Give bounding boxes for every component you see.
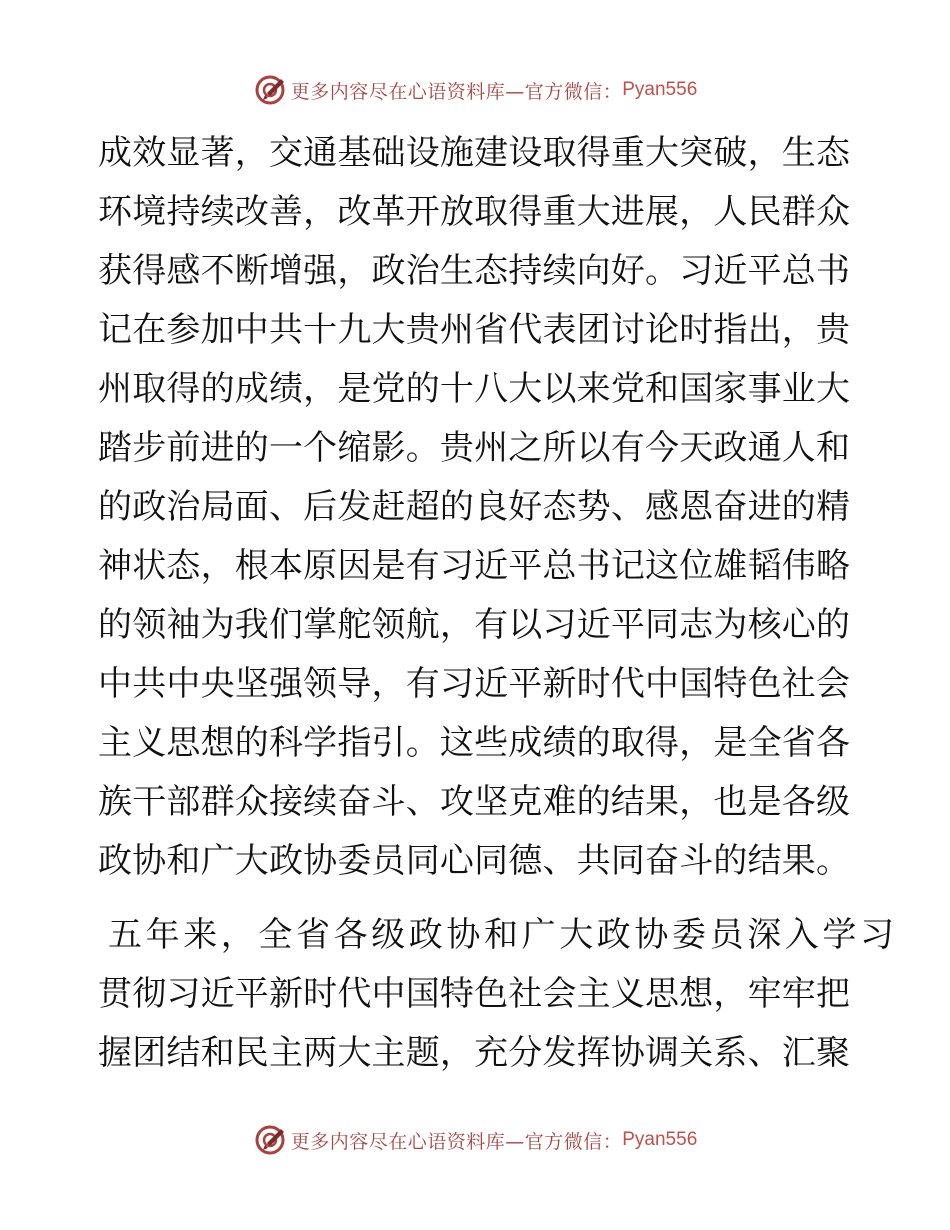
header-watermark (0, 70, 950, 110)
logo-icon (253, 1123, 287, 1157)
logo-icon (253, 73, 287, 107)
text-line: 族干部群众接续奋斗、攻坚克难的结果，也是各级 (98, 782, 850, 822)
text-line: 踏步前进的一个缩影。贵州之所以有今天政通人和 (98, 428, 850, 468)
watermark-text: 更多内容尽在心语资料库—官方微信： (290, 80, 623, 103)
text-line: 成效显著，交通基础设施建设取得重大突破，生态 (98, 133, 850, 173)
text-line: 的政治局面、后发赶超的良好态势、感恩奋进的精 (98, 487, 850, 527)
paragraph-gap (98, 891, 850, 906)
paragraph-2 (98, 906, 898, 1083)
text-line: 获得感不断增强，政治生态持续向好。习近平总书 (98, 251, 850, 291)
document-body (98, 124, 898, 1083)
text-line: 主义思想的科学指引。这些成绩的取得，是全省各 (98, 723, 850, 763)
text-line: 握团结和民主两大主题，充分发挥协调关系、汇聚 (98, 1033, 850, 1073)
text-line: 的领袖为我们掌舵领航，有以习近平同志为核心的 (98, 605, 850, 645)
text-line: 神状态，根本原因是有习近平总书记这位雄韬伟略 (98, 546, 850, 586)
text-line: 中共中央坚强领导，有习近平新时代中国特色社会 (98, 664, 850, 704)
text-line: 州取得的成绩，是党的十八大以来党和国家事业大 (98, 369, 850, 409)
text-line: 五年来，全省各级政协和广大政协委员深入学习 (108, 915, 898, 955)
watermark-wechat-id: Pyan556 (622, 1129, 698, 1150)
watermark-wechat-id: Pyan556 (622, 79, 698, 100)
watermark-text: 更多内容尽在心语资料库—官方微信： (290, 1130, 623, 1153)
paragraph-1 (98, 124, 850, 891)
text-line: 政协和广大政协委员同心同德、共同奋斗的结果。 (98, 841, 850, 881)
text-line: 环境持续改善，改革开放取得重大进展，人民群众 (98, 192, 850, 232)
text-line: 贯彻习近平新时代中国特色社会主义思想，牢牢把 (98, 974, 850, 1014)
footer-watermark (0, 1120, 950, 1160)
text-line: 记在参加中共十九大贵州省代表团讨论时指出，贵 (98, 310, 850, 350)
